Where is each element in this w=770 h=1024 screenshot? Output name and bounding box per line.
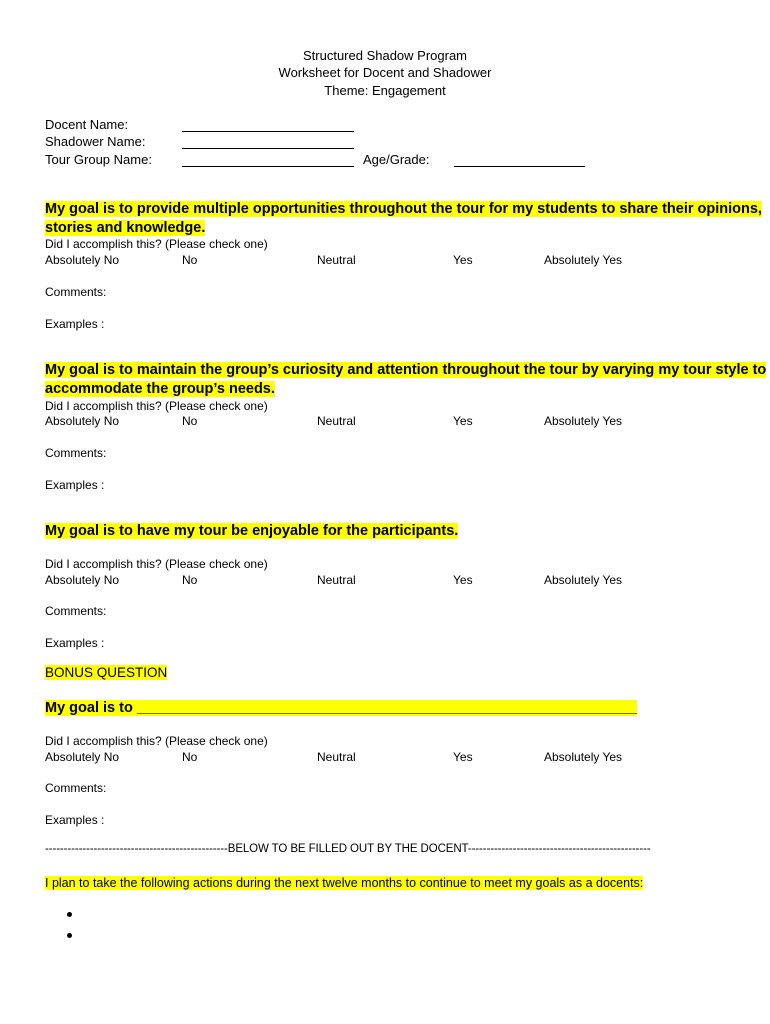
option-yes[interactable]: Yes bbox=[453, 253, 473, 267]
page-subtitle: Worksheet for Docent and Shadower bbox=[278, 65, 492, 80]
option-neutral[interactable]: Neutral bbox=[317, 750, 356, 764]
goal-2-comments: Comments: bbox=[45, 446, 107, 460]
option-absolutely-no[interactable]: Absolutely No bbox=[45, 253, 120, 267]
docent-name-label: Docent Name: bbox=[45, 117, 129, 132]
goal-4-line1[interactable]: My goal is to ______________________________________________________________ bbox=[45, 700, 637, 716]
shadower-name-field[interactable] bbox=[182, 148, 354, 149]
option-no[interactable]: No bbox=[182, 414, 198, 428]
docent-section-divider: -------------------------------------------------BELOW TO BE FILLED OUT BY THE DOCENT------------------------------------------------- bbox=[45, 843, 651, 855]
goal-3-examples: Examples : bbox=[45, 636, 105, 650]
goal-1-comments: Comments: bbox=[45, 285, 107, 299]
goal-4-comments: Comments: bbox=[45, 781, 107, 795]
option-yes[interactable]: Yes bbox=[453, 750, 473, 764]
option-yes[interactable]: Yes bbox=[453, 414, 473, 428]
age-grade-label: Age/Grade: bbox=[363, 152, 430, 167]
goal-2-examples: Examples : bbox=[45, 478, 105, 492]
goal-1 bbox=[45, 200, 762, 238]
goal-3-line1: My goal is to have my tour be enjoyable for the participants. bbox=[45, 523, 459, 539]
option-yes[interactable]: Yes bbox=[453, 573, 473, 587]
goal-3 bbox=[45, 522, 458, 541]
option-no[interactable]: No bbox=[182, 253, 198, 267]
goal-2-line2: accommodate the group’s needs. bbox=[45, 381, 275, 397]
page-title: Structured Shadow Program bbox=[302, 48, 468, 63]
goal-3-question: Did I accomplish this? (Please check one) bbox=[45, 557, 268, 571]
action-plan-prompt: I plan to take the following actions during the next twelve months to continue to meet my goals as a docents: bbox=[45, 876, 644, 890]
goal-4 bbox=[45, 699, 637, 718]
option-no[interactable]: No bbox=[182, 573, 198, 587]
page-theme: Theme: Engagement bbox=[324, 83, 446, 98]
docent-name-field[interactable] bbox=[182, 131, 354, 132]
action-bullet-1[interactable] bbox=[67, 912, 72, 917]
option-neutral[interactable]: Neutral bbox=[317, 414, 356, 428]
goal-1-examples: Examples : bbox=[45, 317, 105, 331]
option-no[interactable]: No bbox=[182, 750, 198, 764]
option-absolutely-no[interactable]: Absolutely No bbox=[45, 573, 120, 587]
tour-group-name-field[interactable] bbox=[182, 166, 354, 167]
goal-4-examples: Examples : bbox=[45, 813, 105, 827]
goal-1-question: Did I accomplish this? (Please check one) bbox=[45, 237, 268, 251]
goal-1-line2: stories and knowledge. bbox=[45, 220, 206, 236]
option-absolutely-yes[interactable]: Absolutely Yes bbox=[544, 573, 623, 587]
shadower-name-label: Shadower Name: bbox=[45, 134, 146, 149]
action-bullet-2[interactable] bbox=[67, 933, 72, 938]
goal-3-comments: Comments: bbox=[45, 604, 107, 618]
option-absolutely-no[interactable]: Absolutely No bbox=[45, 750, 120, 764]
age-grade-field[interactable] bbox=[454, 166, 585, 167]
option-absolutely-no[interactable]: Absolutely No bbox=[45, 414, 120, 428]
goal-2-question: Did I accomplish this? (Please check one) bbox=[45, 399, 268, 413]
option-neutral[interactable]: Neutral bbox=[317, 573, 356, 587]
option-absolutely-yes[interactable]: Absolutely Yes bbox=[544, 253, 623, 267]
option-neutral[interactable]: Neutral bbox=[317, 253, 356, 267]
goal-1-line1: My goal is to provide multiple opportunities throughout the tour for my students to share their opinions, bbox=[45, 201, 762, 217]
goal-2 bbox=[45, 361, 766, 399]
option-absolutely-yes[interactable]: Absolutely Yes bbox=[544, 750, 623, 764]
goal-4-question: Did I accomplish this? (Please check one) bbox=[45, 734, 268, 748]
goal-2-line1: My goal is to maintain the group’s curiosity and attention throughout the tour by varying my tour style to bbox=[45, 362, 767, 378]
bonus-question-heading: BONUS QUESTION bbox=[45, 665, 168, 680]
tour-group-name-label: Tour Group Name: bbox=[45, 152, 152, 167]
option-absolutely-yes[interactable]: Absolutely Yes bbox=[544, 414, 623, 428]
